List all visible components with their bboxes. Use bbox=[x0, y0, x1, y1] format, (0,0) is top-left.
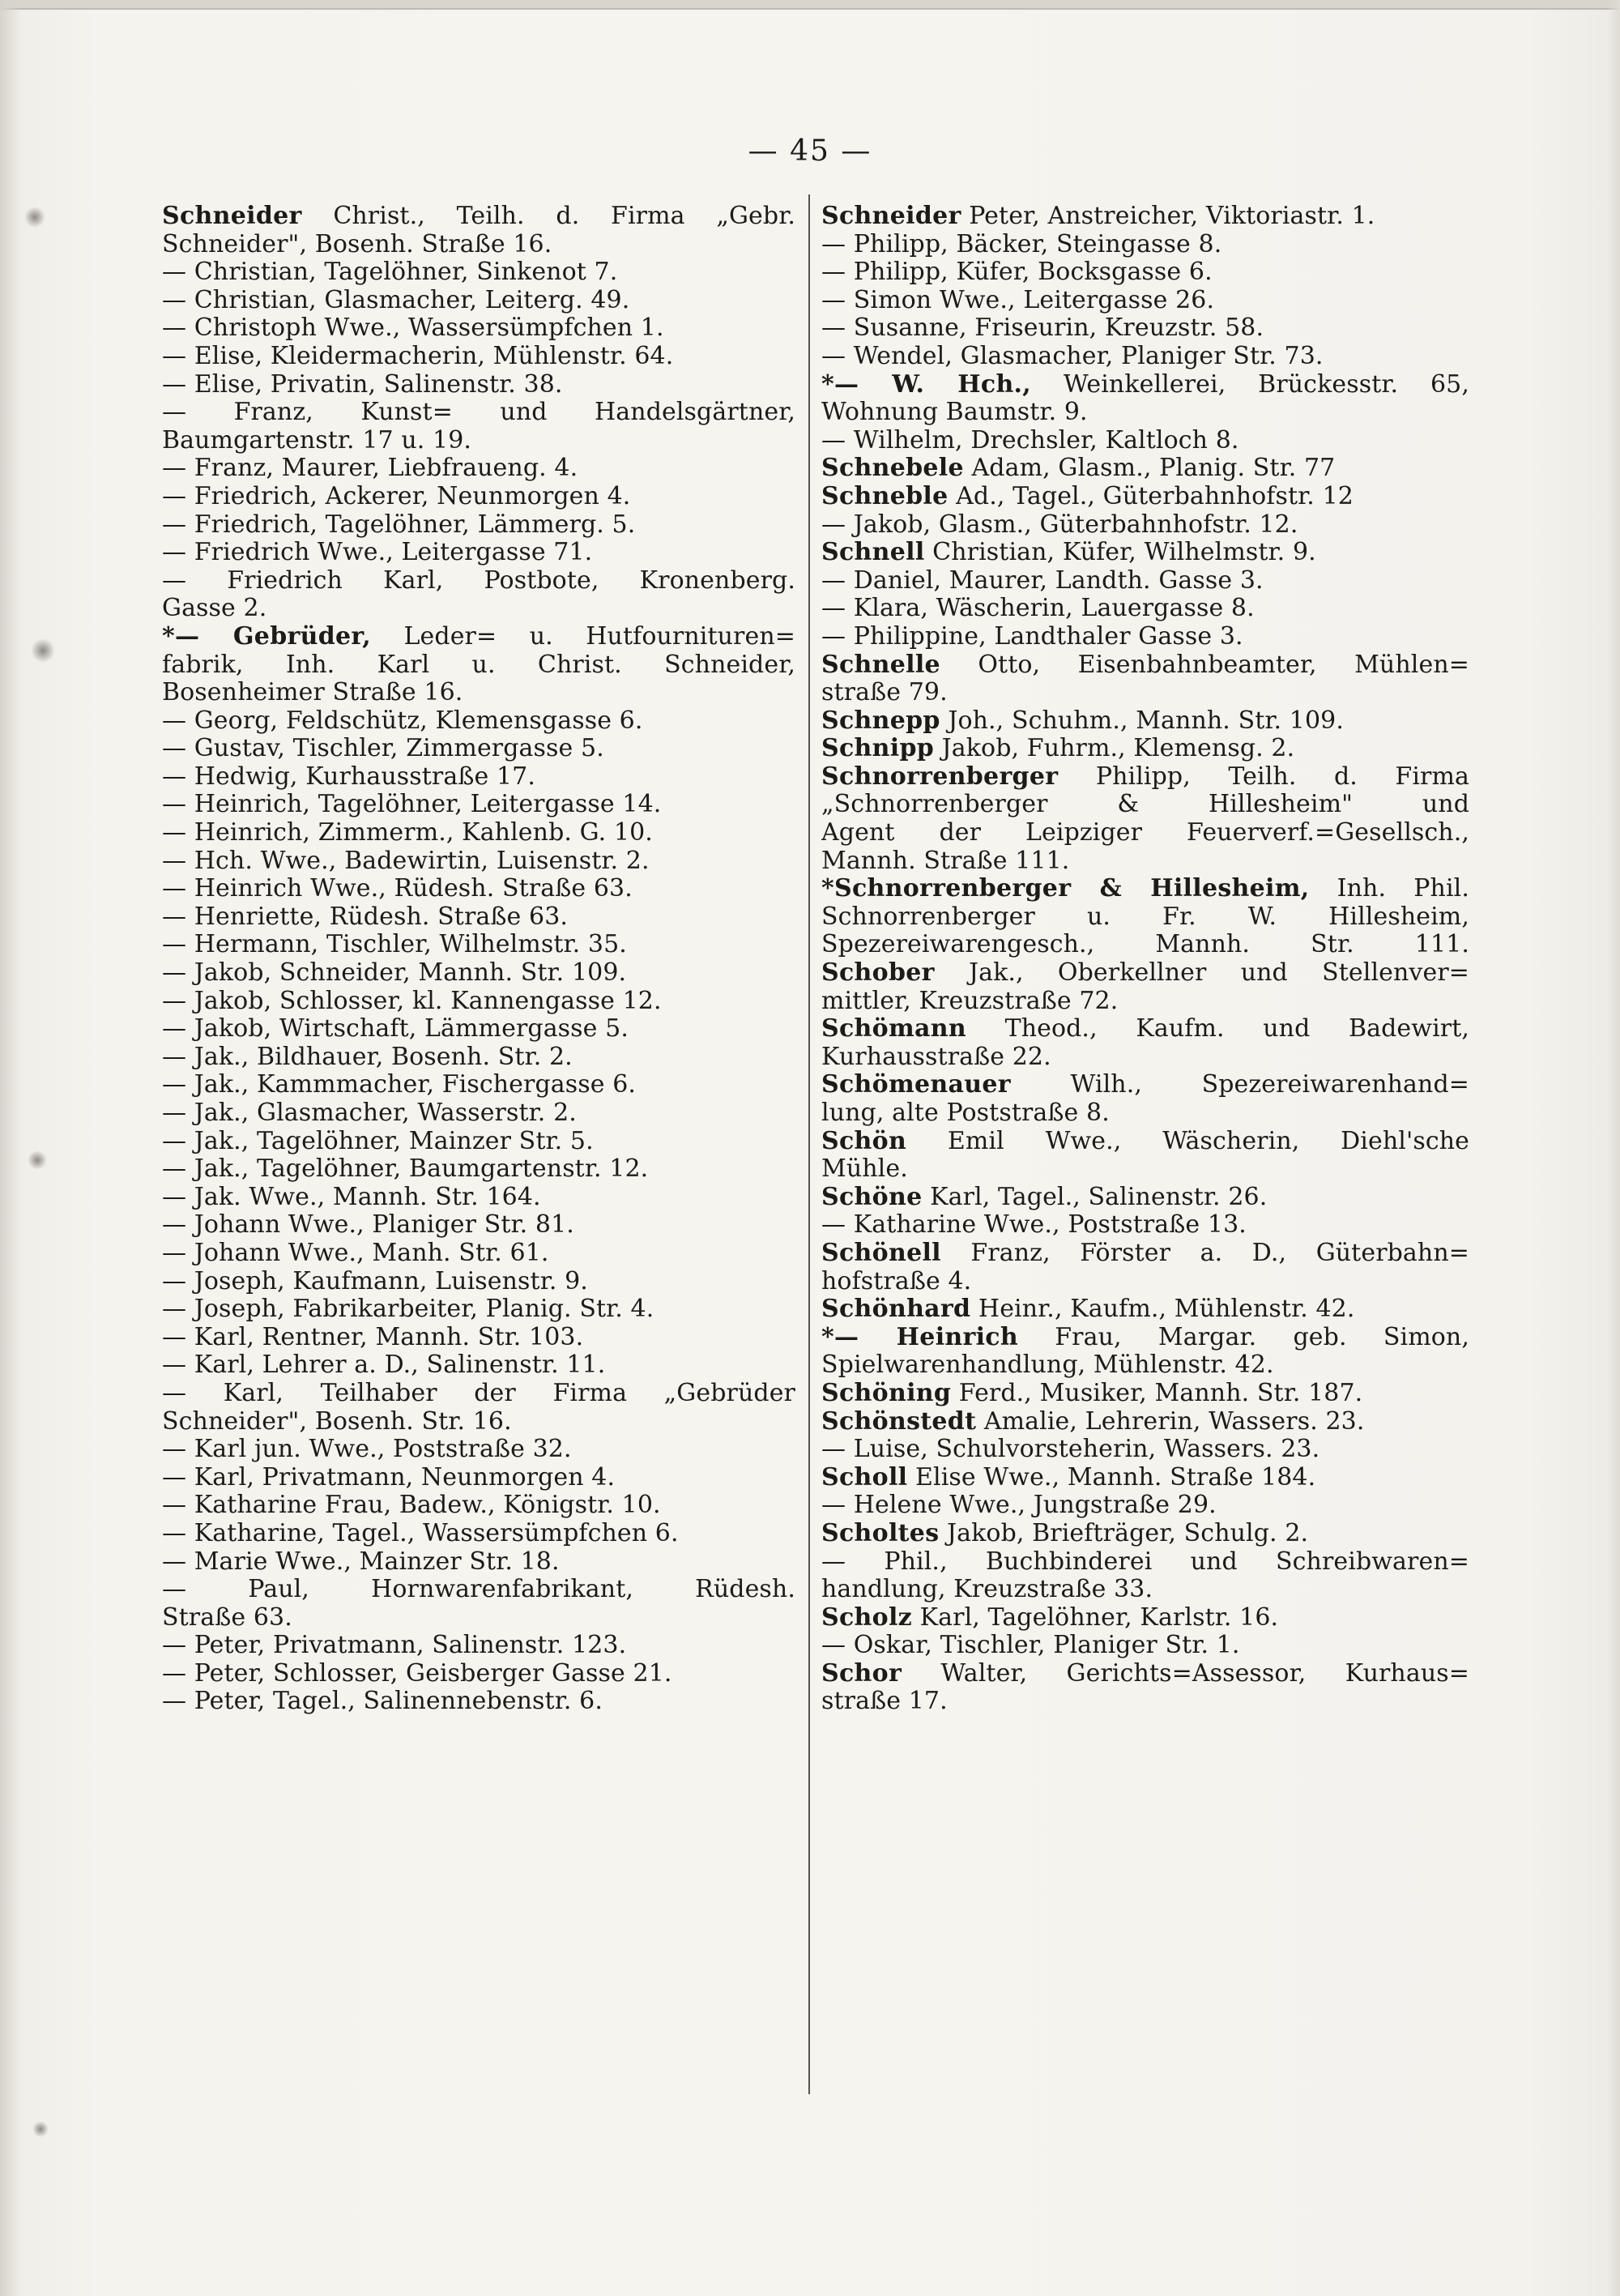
directory-entry-line bbox=[821, 399, 1469, 427]
entry-headword: Schneider bbox=[162, 203, 302, 230]
directory-entry-line bbox=[162, 203, 795, 231]
entry-text: fabrik, Inh. Karl u. Christ. Schneider, bbox=[162, 651, 795, 679]
entry-text: handlung, Kreuzstraße 33. bbox=[821, 1576, 1153, 1604]
entry-text: Christ., Teilh. d. Firma „Gebr. bbox=[301, 203, 795, 230]
entry-headword: Schneider bbox=[821, 203, 961, 230]
directory-entry-line bbox=[821, 483, 1469, 511]
directory-entry-line bbox=[821, 567, 1469, 595]
entry-text: — Jak., Tagelöhner, Baumgartenstr. 12. bbox=[162, 1155, 649, 1184]
directory-entry-line bbox=[821, 1211, 1469, 1240]
entry-text: — Oskar, Tischler, Planiger Str. 1. bbox=[821, 1632, 1240, 1660]
entry-text: Jakob, Briefträger, Schulg. 2. bbox=[939, 1519, 1309, 1547]
directory-entry-line bbox=[821, 1408, 1469, 1436]
entry-text: straße 17. bbox=[821, 1688, 948, 1716]
directory-entry-line bbox=[821, 1492, 1469, 1520]
entry-text: Ferd., Musiker, Mannh. Str. 187. bbox=[951, 1379, 1363, 1407]
directory-entry-line bbox=[821, 847, 1469, 876]
entry-text: — Peter, Tagel., Salinennebenstr. 6. bbox=[162, 1688, 603, 1716]
entry-text: Philipp, Teilh. d. Firma bbox=[1058, 762, 1469, 791]
entry-text: — Peter, Privatmann, Salinenstr. 123. bbox=[162, 1632, 627, 1660]
directory-entry-line bbox=[162, 959, 795, 988]
entry-text: hofstraße 4. bbox=[821, 1267, 972, 1295]
entry-headword: Schnell bbox=[821, 539, 925, 567]
directory-entry-line bbox=[821, 314, 1469, 343]
directory-entry-line bbox=[162, 1464, 795, 1492]
directory-entry-line bbox=[162, 623, 795, 651]
directory-entry-line bbox=[821, 1576, 1469, 1604]
right-column bbox=[821, 203, 1469, 1716]
entry-text: — Jak., Glasmacher, Wasserstr. 2. bbox=[162, 1099, 577, 1127]
directory-entry-line bbox=[162, 1380, 795, 1408]
directory-entry-line bbox=[821, 539, 1469, 567]
entry-text: Theod., Kaufm. und Badewirt, bbox=[966, 1015, 1469, 1043]
entry-text: Schneider", Bosenh. Str. 16. bbox=[162, 1407, 512, 1436]
directory-entry-line bbox=[821, 203, 1469, 231]
entry-text: — Karl, Rentner, Mannh. Str. 103. bbox=[162, 1323, 584, 1351]
entry-text: mittler, Kreuzstraße 72. bbox=[821, 987, 1119, 1015]
entry-text: Peter, Anstreicher, Viktoriastr. 1. bbox=[961, 203, 1375, 230]
entry-text: — Luise, Schulvorsteherin, Wassers. 23. bbox=[821, 1436, 1320, 1464]
entry-text: — Heinrich, Zimmerm., Kahlenb. G. 10. bbox=[162, 819, 653, 847]
directory-entry-line bbox=[821, 1155, 1469, 1184]
entry-text: — Johann Wwe., Planiger Str. 81. bbox=[162, 1211, 574, 1240]
entry-headword: Schömenauer bbox=[821, 1071, 1011, 1099]
directory-entry-line bbox=[821, 1324, 1469, 1352]
directory-entry-line bbox=[821, 875, 1469, 903]
entry-text: — Friedrich, Ackerer, Neunmorgen 4. bbox=[162, 482, 631, 510]
entry-text: Frau, Margar. geb. Simon, bbox=[1017, 1323, 1469, 1351]
entry-text: Baumgartenstr. 17 u. 19. bbox=[162, 426, 472, 455]
entry-text: — Wilhelm, Drechsler, Kaltloch 8. bbox=[821, 426, 1239, 455]
directory-entry-line bbox=[162, 483, 795, 511]
entry-text: Gasse 2. bbox=[162, 595, 267, 623]
ink-smudge bbox=[28, 1150, 47, 1170]
entry-text: Wilh., Spezereiwarenhand= bbox=[1010, 1071, 1469, 1099]
directory-entry-line bbox=[821, 959, 1469, 988]
entry-text: straße 79. bbox=[821, 679, 948, 707]
entry-text: Jak., Oberkellner und Stellenver= bbox=[934, 959, 1469, 988]
scan-top-edge bbox=[0, 0, 1620, 10]
entry-text: — Friedrich Karl, Postbote, Kronenberg. bbox=[162, 566, 795, 595]
entry-text: Jakob, Fuhrm., Klemensg. 2. bbox=[934, 735, 1295, 763]
entry-text: Karl, Tagel., Salinenstr. 26. bbox=[922, 1183, 1268, 1211]
directory-entry-line bbox=[821, 1268, 1469, 1296]
left-column bbox=[162, 203, 795, 1716]
entry-headword: Schnebele bbox=[821, 455, 964, 483]
ink-smudge bbox=[31, 638, 55, 663]
directory-entry-line bbox=[821, 371, 1469, 399]
entry-text: — Christoph Wwe., Wassersümpfchen 1. bbox=[162, 314, 664, 343]
entry-text: — Katharine, Tagel., Wassersümpfchen 6. bbox=[162, 1519, 679, 1547]
entry-headword: Schober bbox=[821, 959, 935, 988]
directory-entry-line bbox=[821, 258, 1469, 287]
entry-text: — Jak., Bildhauer, Bosenh. Str. 2. bbox=[162, 1043, 573, 1071]
directory-entry-line bbox=[162, 1211, 795, 1240]
entry-text: Karl, Tagelöhner, Karlstr. 16. bbox=[912, 1603, 1279, 1632]
entry-text: — Daniel, Maurer, Landth. Gasse 3. bbox=[821, 566, 1264, 595]
directory-entry-line bbox=[821, 1380, 1469, 1408]
directory-entry-line bbox=[162, 1688, 795, 1716]
entry-text: — Friedrich, Tagelöhner, Lämmerg. 5. bbox=[162, 510, 636, 539]
directory-entry-line bbox=[162, 791, 795, 819]
entry-headword: Schnepp bbox=[821, 706, 940, 735]
entry-text: — Karl, Lehrer a. D., Salinenstr. 11. bbox=[162, 1351, 606, 1380]
entry-headword: *— Heinrich bbox=[821, 1323, 1018, 1351]
entry-text: — Elise, Kleidermacherin, Mühlenstr. 64. bbox=[162, 342, 674, 370]
entry-text: — Franz, Maurer, Liebfraueng. 4. bbox=[162, 455, 578, 483]
directory-entry-line bbox=[821, 931, 1469, 959]
directory-entry-line bbox=[162, 1324, 795, 1352]
entry-text: Wohnung Baumstr. 9. bbox=[821, 399, 1088, 427]
directory-entry-line bbox=[821, 1043, 1469, 1072]
entry-text: Schnorrenberger u. Fr. W. Hillesheim, bbox=[821, 903, 1469, 931]
entry-text: — Marie Wwe., Mainzer Str. 18. bbox=[162, 1547, 560, 1576]
entry-headword: Schneble bbox=[821, 482, 949, 510]
entry-text: — Johann Wwe., Manh. Str. 61. bbox=[162, 1239, 549, 1267]
entry-text: Christian, Küfer, Wilhelmstr. 9. bbox=[924, 539, 1316, 567]
entry-text: Amalie, Lehrerin, Wassers. 23. bbox=[976, 1407, 1365, 1436]
directory-entry-line bbox=[162, 1576, 795, 1604]
entry-headword: Schönstedt bbox=[821, 1407, 977, 1436]
entry-text: Inh. Phil. bbox=[1309, 875, 1469, 903]
entry-headword: Scholtes bbox=[821, 1519, 940, 1547]
entry-text: — Philipp, Küfer, Bocksgasse 6. bbox=[821, 258, 1213, 287]
directory-entry-line bbox=[821, 1015, 1469, 1043]
directory-entry-line bbox=[821, 1632, 1469, 1660]
entry-text: Kurhausstraße 22. bbox=[821, 1043, 1051, 1071]
entry-text: — Joseph, Kaufmann, Luisenstr. 9. bbox=[162, 1267, 588, 1295]
entry-text: — Jakob, Schneider, Mannh. Str. 109. bbox=[162, 959, 627, 988]
entry-headword: Schöne bbox=[821, 1183, 923, 1211]
entry-text: — Simon Wwe., Leitergasse 26. bbox=[821, 286, 1215, 314]
directory-entry-line bbox=[821, 735, 1469, 763]
directory-entry-line bbox=[821, 455, 1469, 483]
directory-entry-line bbox=[821, 287, 1469, 315]
directory-entry-line bbox=[162, 1632, 795, 1660]
directory-entry-line bbox=[821, 1520, 1469, 1548]
directory-entry-line bbox=[162, 371, 795, 399]
entry-text: — Klara, Wäscherin, Lauergasse 8. bbox=[821, 595, 1255, 623]
entry-text: — Georg, Feldschütz, Klemensgasse 6. bbox=[162, 706, 643, 735]
directory-entry-line bbox=[821, 511, 1469, 540]
directory-entry-line bbox=[162, 567, 795, 595]
entry-text: Franz, Förster a. D., Güterbahn= bbox=[940, 1239, 1469, 1267]
directory-entry-line bbox=[162, 1184, 795, 1212]
entry-text: — Hedwig, Kurhausstraße 17. bbox=[162, 762, 535, 791]
scan-right-shadow bbox=[1607, 0, 1620, 2296]
entry-text: — Jakob, Schlosser, kl. Kannengasse 12. bbox=[162, 987, 662, 1015]
directory-entry-line bbox=[162, 343, 795, 371]
directory-entry-line bbox=[821, 1240, 1469, 1268]
column-divider bbox=[808, 194, 810, 2094]
directory-entry-line bbox=[162, 1408, 795, 1436]
entry-text: — Christian, Glasmacher, Leiterg. 49. bbox=[162, 286, 630, 314]
entry-text: — Franz, Kunst= und Handelsgärtner, bbox=[162, 399, 795, 427]
directory-entry-line bbox=[162, 847, 795, 876]
directory-entry-line bbox=[162, 875, 795, 903]
directory-entry-line bbox=[162, 258, 795, 287]
entry-text: — Gustav, Tischler, Zimmergasse 5. bbox=[162, 735, 604, 763]
directory-entry-line bbox=[162, 539, 795, 567]
entry-text: Leder= u. Hutfournituren= bbox=[371, 622, 795, 651]
entry-text: — Phil., Buchbinderei und Schreibwaren= bbox=[821, 1547, 1469, 1576]
entry-text: — Hch. Wwe., Badewirtin, Luisenstr. 2. bbox=[162, 847, 650, 875]
entry-headword: *Schnorrenberger & Hillesheim, bbox=[821, 875, 1310, 903]
directory-entry-line bbox=[821, 1071, 1469, 1099]
directory-entry-line bbox=[162, 399, 795, 427]
entry-headword: Schön bbox=[821, 1127, 907, 1155]
directory-entry-line bbox=[821, 1099, 1469, 1128]
directory-entry-line bbox=[162, 1295, 795, 1324]
entry-text: — Katharine Wwe., Poststraße 13. bbox=[821, 1211, 1247, 1240]
directory-entry-line bbox=[821, 707, 1469, 736]
entry-text: Spezereiwarengesch., Mannh. Str. 111. bbox=[821, 931, 1469, 959]
directory-entry-line bbox=[821, 819, 1469, 847]
entry-text: — Christian, Tagelöhner, Sinkenot 7. bbox=[162, 258, 618, 287]
entry-text: — Joseph, Fabrikarbeiter, Planig. Str. 4. bbox=[162, 1295, 654, 1324]
entry-text: — Hermann, Tischler, Wilhelmstr. 35. bbox=[162, 931, 627, 959]
directory-entry-line bbox=[162, 651, 795, 680]
directory-entry-line bbox=[162, 427, 795, 455]
directory-entry-line bbox=[821, 595, 1469, 623]
directory-entry-line bbox=[821, 1128, 1469, 1156]
directory-entry-line bbox=[821, 623, 1469, 651]
directory-entry-line bbox=[162, 988, 795, 1016]
directory-entry-line bbox=[162, 1099, 795, 1128]
entry-text: Elise Wwe., Mannh. Straße 184. bbox=[907, 1463, 1316, 1492]
directory-entry-line bbox=[821, 791, 1469, 819]
entry-text: — Philipp, Bäcker, Steingasse 8. bbox=[821, 230, 1222, 258]
entry-text: Heinr., Kaufm., Mühlenstr. 42. bbox=[970, 1295, 1355, 1324]
entry-text: Bosenheimer Straße 16. bbox=[162, 679, 463, 707]
directory-entry-line bbox=[162, 1043, 795, 1072]
entry-text: — Philippine, Landthaler Gasse 3. bbox=[821, 622, 1243, 651]
ink-smudge bbox=[24, 207, 45, 228]
directory-entry-line bbox=[162, 679, 795, 707]
entry-text: Mühle. bbox=[821, 1155, 908, 1184]
directory-entry-line bbox=[821, 231, 1469, 259]
entry-headword: Schor bbox=[821, 1659, 902, 1688]
directory-entry-line bbox=[162, 735, 795, 763]
directory-entry-line bbox=[821, 427, 1469, 455]
entry-text: — Friedrich Wwe., Leitergasse 71. bbox=[162, 539, 593, 567]
directory-entry-line bbox=[821, 903, 1469, 932]
directory-entry-line bbox=[162, 511, 795, 540]
entry-text: — Elise, Privatin, Salinenstr. 38. bbox=[162, 370, 563, 399]
directory-entry-line bbox=[162, 1071, 795, 1099]
directory-entry-line bbox=[821, 1688, 1469, 1716]
directory-entry-line bbox=[162, 455, 795, 483]
directory-entry-line bbox=[821, 1464, 1469, 1492]
entry-text: — Susanne, Friseurin, Kreuzstr. 58. bbox=[821, 314, 1264, 343]
directory-entry-line bbox=[821, 1351, 1469, 1380]
directory-entry-line bbox=[162, 707, 795, 736]
entry-text: — Paul, Hornwarenfabrikant, Rüdesh. bbox=[162, 1576, 795, 1604]
entry-headword: Schöning bbox=[821, 1379, 952, 1407]
entry-headword: Scholl bbox=[821, 1463, 908, 1492]
directory-entry-line bbox=[821, 1436, 1469, 1464]
directory-entry-line bbox=[162, 763, 795, 792]
entry-text: — Jakob, Wirtschaft, Lämmergasse 5. bbox=[162, 1015, 629, 1043]
entry-text: Weinkellerei, Brückesstr. 65, bbox=[1031, 370, 1469, 399]
directory-entry-line bbox=[162, 1548, 795, 1577]
directory-entry-line bbox=[162, 1660, 795, 1688]
entry-text: — Karl, Privatmann, Neunmorgen 4. bbox=[162, 1463, 616, 1492]
page-number: — 45 — bbox=[748, 134, 872, 168]
entry-text: — Katharine Frau, Badew., Königstr. 10. bbox=[162, 1492, 661, 1520]
entry-text: Mannh. Straße 111. bbox=[821, 847, 1070, 875]
entry-text: Agent der Leipziger Feuerverf.=Gesellsch., bbox=[821, 819, 1469, 847]
entry-text: lung, alte Poststraße 8. bbox=[821, 1099, 1110, 1127]
entry-text: Joh., Schuhm., Mannh. Str. 109. bbox=[940, 706, 1344, 735]
entry-text: Adam, Glasm., Planig. Str. 77 bbox=[963, 455, 1336, 483]
directory-entry-line bbox=[821, 763, 1469, 792]
entry-text: „Schnorrenberger & Hillesheim" und bbox=[821, 791, 1469, 819]
entry-text: — Jak., Kammmacher, Fischergasse 6. bbox=[162, 1071, 637, 1099]
directory-entry-line bbox=[162, 1351, 795, 1380]
ink-smudge bbox=[32, 2121, 49, 2137]
directory-entry-line bbox=[821, 1548, 1469, 1577]
entry-text: Spielwarenhandlung, Mühlenstr. 42. bbox=[821, 1351, 1274, 1380]
directory-entry-line bbox=[162, 1604, 795, 1632]
directory-entry-line bbox=[162, 1436, 795, 1464]
directory-entry-line bbox=[821, 1184, 1469, 1212]
directory-entry-line bbox=[162, 1128, 795, 1156]
directory-entry-line bbox=[162, 1492, 795, 1520]
entry-headword: Schnelle bbox=[821, 651, 940, 679]
entry-headword: Schnipp bbox=[821, 735, 935, 763]
directory-entry-line bbox=[162, 903, 795, 932]
directory-entry-line bbox=[821, 1295, 1469, 1324]
directory-entry-line bbox=[821, 343, 1469, 371]
entry-text: — Jakob, Glasm., Güterbahnhofstr. 12. bbox=[821, 510, 1298, 539]
entry-text: — Jak., Tagelöhner, Mainzer Str. 5. bbox=[162, 1127, 594, 1155]
entry-headword: Schönell bbox=[821, 1239, 941, 1267]
directory-entry-line bbox=[162, 595, 795, 623]
entry-headword: *— W. Hch., bbox=[821, 370, 1032, 399]
directory-entry-line bbox=[162, 1520, 795, 1548]
directory-entry-line bbox=[821, 1604, 1469, 1632]
directory-entry-line bbox=[821, 651, 1469, 680]
directory-entry-line bbox=[162, 819, 795, 847]
directory-entry-line bbox=[162, 1155, 795, 1184]
directory-entry-line bbox=[162, 1240, 795, 1268]
entry-headword: Schömann bbox=[821, 1015, 966, 1043]
entry-text: — Peter, Schlosser, Geisberger Gasse 21. bbox=[162, 1659, 672, 1688]
entry-text: Otto, Eisenbahnbeamter, Mühlen= bbox=[940, 651, 1469, 679]
entry-headword: Scholz bbox=[821, 1603, 912, 1632]
directory-entry-line bbox=[162, 1015, 795, 1043]
entry-text: — Wendel, Glasmacher, Planiger Str. 73. bbox=[821, 342, 1324, 370]
entry-text: — Jak. Wwe., Mannh. Str. 164. bbox=[162, 1183, 541, 1211]
entry-text: Straße 63. bbox=[162, 1603, 292, 1632]
entry-text: — Henriette, Rüdesh. Straße 63. bbox=[162, 903, 569, 931]
directory-entry-line bbox=[162, 931, 795, 959]
entry-text: Emil Wwe., Wäscherin, Diehl'sche bbox=[906, 1127, 1469, 1155]
entry-headword: Schnorrenberger bbox=[821, 762, 1059, 791]
directory-entry-line bbox=[821, 1660, 1469, 1688]
directory-entry-line bbox=[162, 314, 795, 343]
directory-entry-line bbox=[162, 287, 795, 315]
entry-text: — Karl, Teilhaber der Firma „Gebrüder bbox=[162, 1379, 795, 1407]
directory-entry-line bbox=[821, 988, 1469, 1016]
entry-text: Ad., Tagel., Güterbahnhofstr. 12 bbox=[948, 482, 1354, 510]
directory-entry-line bbox=[162, 231, 795, 259]
entry-text: — Heinrich Wwe., Rüdesh. Straße 63. bbox=[162, 875, 633, 903]
entry-text: Walter, Gerichts=Assessor, Kurhaus= bbox=[902, 1659, 1469, 1688]
entry-headword: *— Gebrüder, bbox=[162, 622, 372, 651]
entry-headword: Schönhard bbox=[821, 1295, 971, 1324]
scan-left-shadow bbox=[0, 0, 21, 2296]
directory-entry-line bbox=[162, 1268, 795, 1296]
entry-text: — Karl jun. Wwe., Poststraße 32. bbox=[162, 1436, 572, 1464]
entry-text: — Helene Wwe., Jungstraße 29. bbox=[821, 1492, 1217, 1520]
entry-text: Schneider", Bosenh. Straße 16. bbox=[162, 230, 552, 258]
directory-entry-line bbox=[821, 679, 1469, 707]
entry-text: — Heinrich, Tagelöhner, Leitergasse 14. bbox=[162, 791, 662, 819]
